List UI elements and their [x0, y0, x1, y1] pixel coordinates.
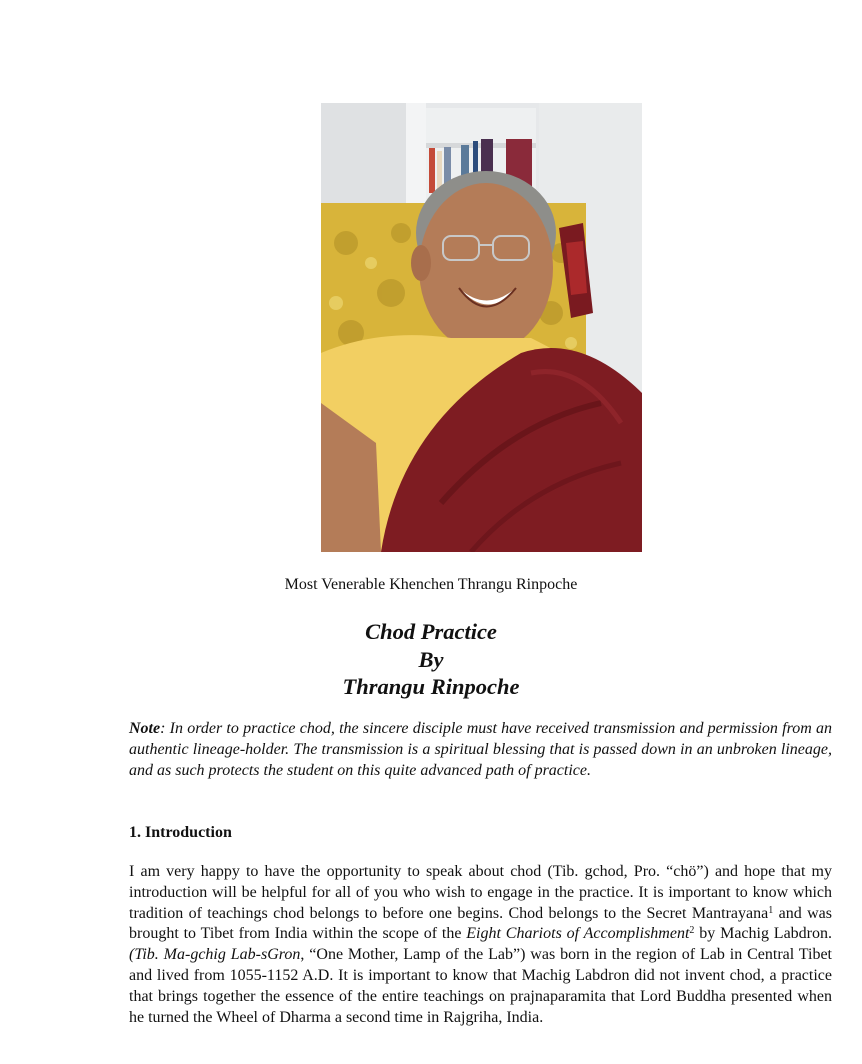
title-author: Thrangu Rinpoche [342, 674, 520, 699]
section-heading: 1. Introduction [129, 824, 232, 841]
intro-text: and was brought to Tibet from India within the scope of the [129, 904, 833, 943]
tibetan-name: (Tib. Ma-gchig Lab-sGron [129, 946, 301, 964]
intro-paragraph [129, 862, 832, 1028]
portrait-image-icon [321, 103, 642, 552]
book-title: Eight Chariots of Accomplishment [466, 925, 690, 943]
note-paragraph [129, 719, 832, 781]
intro-text: I am very happy to have the opportunity to speak about chod (Tib. gchod, Pro. “chö”) and hope that my introduction will be helpful for all of you who wish to engage in the practice. It is important to know which tradition of teachings chod belongs to before one begins. Chod belongs to the Secret Mantrayana [129, 863, 832, 922]
document-title [0, 618, 862, 701]
footnote-ref-2[interactable]: 2 [689, 925, 695, 937]
note-text: : In order to practice chod, the sincere disciple must have received transmission and permission from an authentic lineage-holder. The transmission is a spiritual blessing that is passed down in an unbroken lineage, and as such protects the student on this quite advanced path of practice. [129, 720, 832, 779]
title-byline: By [418, 646, 444, 672]
photo-caption: Most Venerable Khenchen Thrangu Rinpoche [284, 576, 578, 593]
intro-text: , “One Mother, Lamp of the Lab”) was born in the region of Lab in Central Tibet and lived from 1055-1152 A.D. It is important to know that Machig Labdron did not invent chod, a practice that brings together the essence of the entire teachings on prajnaparamita that Lord Buddha presented when he turned the Wheel of Dharma a second time in Rajgriha, India. [129, 946, 832, 1026]
footnote-ref-1[interactable]: 1 [768, 904, 774, 916]
portrait-photo [321, 103, 642, 552]
intro-text: by Machig Labdron. [694, 925, 833, 943]
title-line: Chod Practice [365, 619, 497, 644]
note-label: Note [129, 720, 161, 737]
